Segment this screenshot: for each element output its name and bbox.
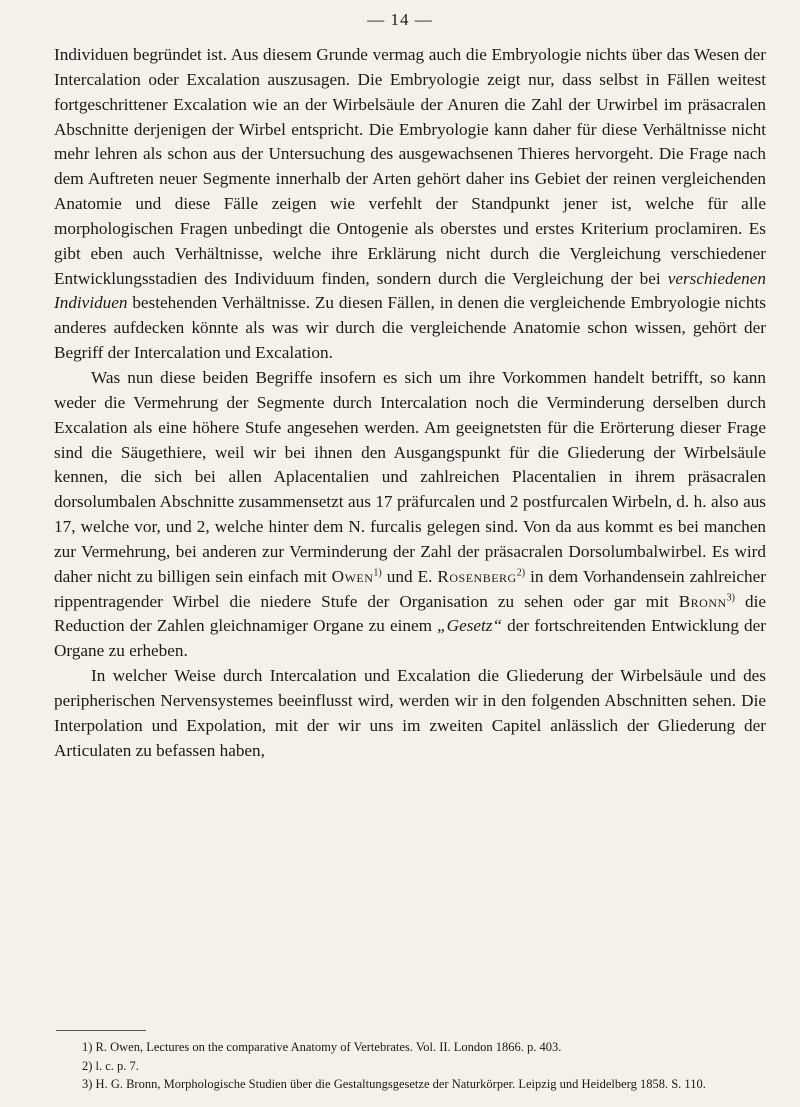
text-run: bestehenden Verhältnisse. Zu diesen Fällen, in denen die vergleichende Embryologie nichts anderes aufdecken könnte als was wir durch die vergleichende Anatomie schon wissen, gehört der Begriff der Intercalation und Excalation.	[54, 293, 766, 363]
body-text	[54, 43, 766, 763]
footnote-3: 3) H. G. Bronn, Morphologische Studien über die Gestaltungsgesetze der Naturkörper. Leipzig und Heidelberg 1858. S. 110.	[82, 1077, 706, 1091]
text-run: „Gesetz“	[437, 616, 503, 636]
paragraph-3	[54, 664, 766, 763]
paragraph-2	[54, 366, 766, 664]
footnote-1: 1) R. Owen, Lectures on the comparative Anatomy of Vertebrates. Vol. II. London 1866. p. 403.	[82, 1040, 562, 1054]
footnote-ref: 3)	[726, 591, 735, 603]
text-run: der fortschreitenden Entwicklung der Organe zu erheben.	[54, 616, 766, 661]
footnote-divider	[56, 1030, 146, 1031]
footnote-2: 2) l. c. p. 7.	[82, 1058, 139, 1073]
text-run: in dem Vorhandensein zahlreicher rippentragender Wirbel die niedere Stufe der Organisation zu sehen oder gar mit	[54, 566, 767, 611]
text-run: verschiedenen Individuen	[54, 268, 766, 313]
text-run: und E.	[381, 566, 438, 586]
text-run: Owen	[331, 566, 374, 586]
footnote-ref: 2)	[516, 566, 526, 578]
text-run: Individuen begründet ist. Aus diesem Grunde vermag auch die Embryologie nichts über das Wesen der Intercalation oder Excalation auszusagen. Die Embryologie zeigt nur, dass selbst in Fällen weitest fortgeschrittener Excalation wie an der Wirbelsäule der Anuren die Zahl der Urwirbel im präsacralen Abschnitte derjenigen der Wirbel entspricht. Die Embryologie kann daher für diese Verhältnisse nicht mehr lehren als schon aus der Untersuchung des ausgewachsenen Thieres hervorgeht. Die Frage nach dem Auftreten neuer Segmente innerhalb der Arten gehört daher ins Gebiet der reinen vergleichenden Anatomie und diese Fälle zeigen wie verfehlt der Standpunkt jener ist, welche für alle morphologischen Fragen unbedingt die Ontogenie als oberstes und erstes Kriterium proclamiren. Es gibt eben auch Verhältnisse, welche ihre Erklärung nicht durch die Vergleichung verschiedener Entwicklungsstadien des Individuum finden, sondern durch die Vergleichung der bei	[54, 45, 766, 288]
page-number: — 14 —	[367, 10, 433, 29]
footnotes	[56, 1038, 768, 1094]
footnote-ref: 1)	[373, 566, 382, 578]
text-run: die Reduction der Zahlen gleichnamiger Organe zu einem	[54, 591, 767, 636]
paragraph-1	[54, 43, 766, 366]
text-run: In welcher Weise durch Intercalation und Excalation die Gliederung der Wirbelsäule und des peripherischen Nervensystemes beeinflusst wird, werden wir in den folgenden Abschnitten sehen. Die Interpolation und Expolation, mit der wir uns im zweiten Capitel anlässlich der Gliederung der Articulaten zu befassen haben,	[54, 666, 766, 760]
text-run: Rosenberg	[437, 566, 517, 586]
text-run: Bronn	[678, 591, 727, 611]
text-run: Was nun diese beiden Begriffe insofern es sich um ihre Vorkommen handelt betrifft, so kann weder die Vermehrung der Segmente durch Intercalation noch die Verminderung derselben durch Excalation als eine höhere Stufe angesehen werden. Am geeignetsten für die Erörterung dieser Frage sind die Säugethiere, weil wir bei ihnen den Ausgangspunkt für die Gliederung der Wirbelsäule kennen, die sich bei allen Aplacentalien und zahlreichen Placentalien in ihrem präsacralen dorsolumbalen Abschnitte zusammensetzt aus 17 präfurcalen und 2 postfurcalen Wirbeln, d. h. also aus 17, welche vor, und 2, welche hinter dem N. furcalis gelegen sind. Von da aus kommt es bei manchen zur Vermehrung, bei anderen zur Verminderung der Zahl der präsacralen Dorsolumbalwirbel. Es wird daher nicht zu billigen sein einfach mit	[54, 367, 766, 586]
